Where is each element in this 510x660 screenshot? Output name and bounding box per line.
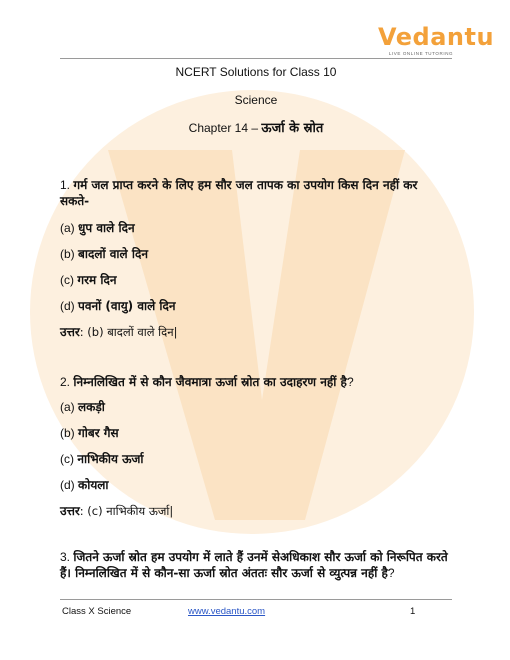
footer-class: Class X Science bbox=[62, 606, 132, 617]
question-2: 2. निम्नलिखित में से कौन जैवमात्रा ऊर्जा स्रोत का उदाहरण नहीं है? bbox=[60, 375, 354, 389]
footer-rule bbox=[60, 599, 452, 600]
q1-option-a: (a) धुप वाले दिन bbox=[60, 221, 135, 235]
page-number: 1 bbox=[410, 606, 416, 617]
q2-option-d: (d) कोयला bbox=[60, 478, 109, 492]
q2-option-a: (a) लकड़ी bbox=[60, 400, 105, 414]
header-rule bbox=[60, 58, 452, 59]
question-1: 1. गर्म जल प्राप्त करने के लिए हम सौर जल तापक का उपयोग किस दिन नहीं कर सकते- bbox=[60, 178, 418, 208]
doc-title: NCERT Solutions for Class 10 bbox=[175, 65, 337, 79]
q1-answer: उत्तर: (b) बादलों वाले दिन| bbox=[60, 325, 178, 339]
q1-option-c: (c) गरम दिन bbox=[60, 273, 117, 287]
question-3: 3. जितने ऊर्जा स्रोत हम उपयोग में लाते हैं उनमें सेअधिकाश सौर ऊर्जा को निरूपित करते हैं। निम्नलिखित में से कौन-सा ऊर्जा स्रोत अंततः सौर ऊर्जा से व्युत्पन्न नहीं है? bbox=[60, 550, 448, 580]
q2-option-c: (c) नाभिकीय ऊर्जा bbox=[60, 452, 144, 466]
logo-wordmark: Vedantu bbox=[378, 23, 495, 51]
q2-option-b: (b) गोबर गैस bbox=[60, 426, 119, 440]
footer-website-link[interactable]: www.vedantu.com bbox=[188, 606, 266, 617]
q1-option-d: (d) पवनों (वायु) वाले दिन bbox=[60, 299, 176, 313]
doc-subject: Science bbox=[234, 93, 278, 107]
q2-answer: उत्तर: (c) नाभिकीय ऊर्जा| bbox=[60, 504, 174, 518]
logo-tagline: LIVE ONLINE TUTORING bbox=[388, 51, 454, 56]
chapter-title: ऊर्जा के स्रोत bbox=[261, 121, 324, 136]
vedantu-logo bbox=[378, 23, 495, 56]
chapter-heading: Chapter 14 – ऊर्जा के स्रोत bbox=[188, 121, 324, 136]
q1-option-b: (b) बादलों वाले दिन bbox=[60, 247, 148, 261]
